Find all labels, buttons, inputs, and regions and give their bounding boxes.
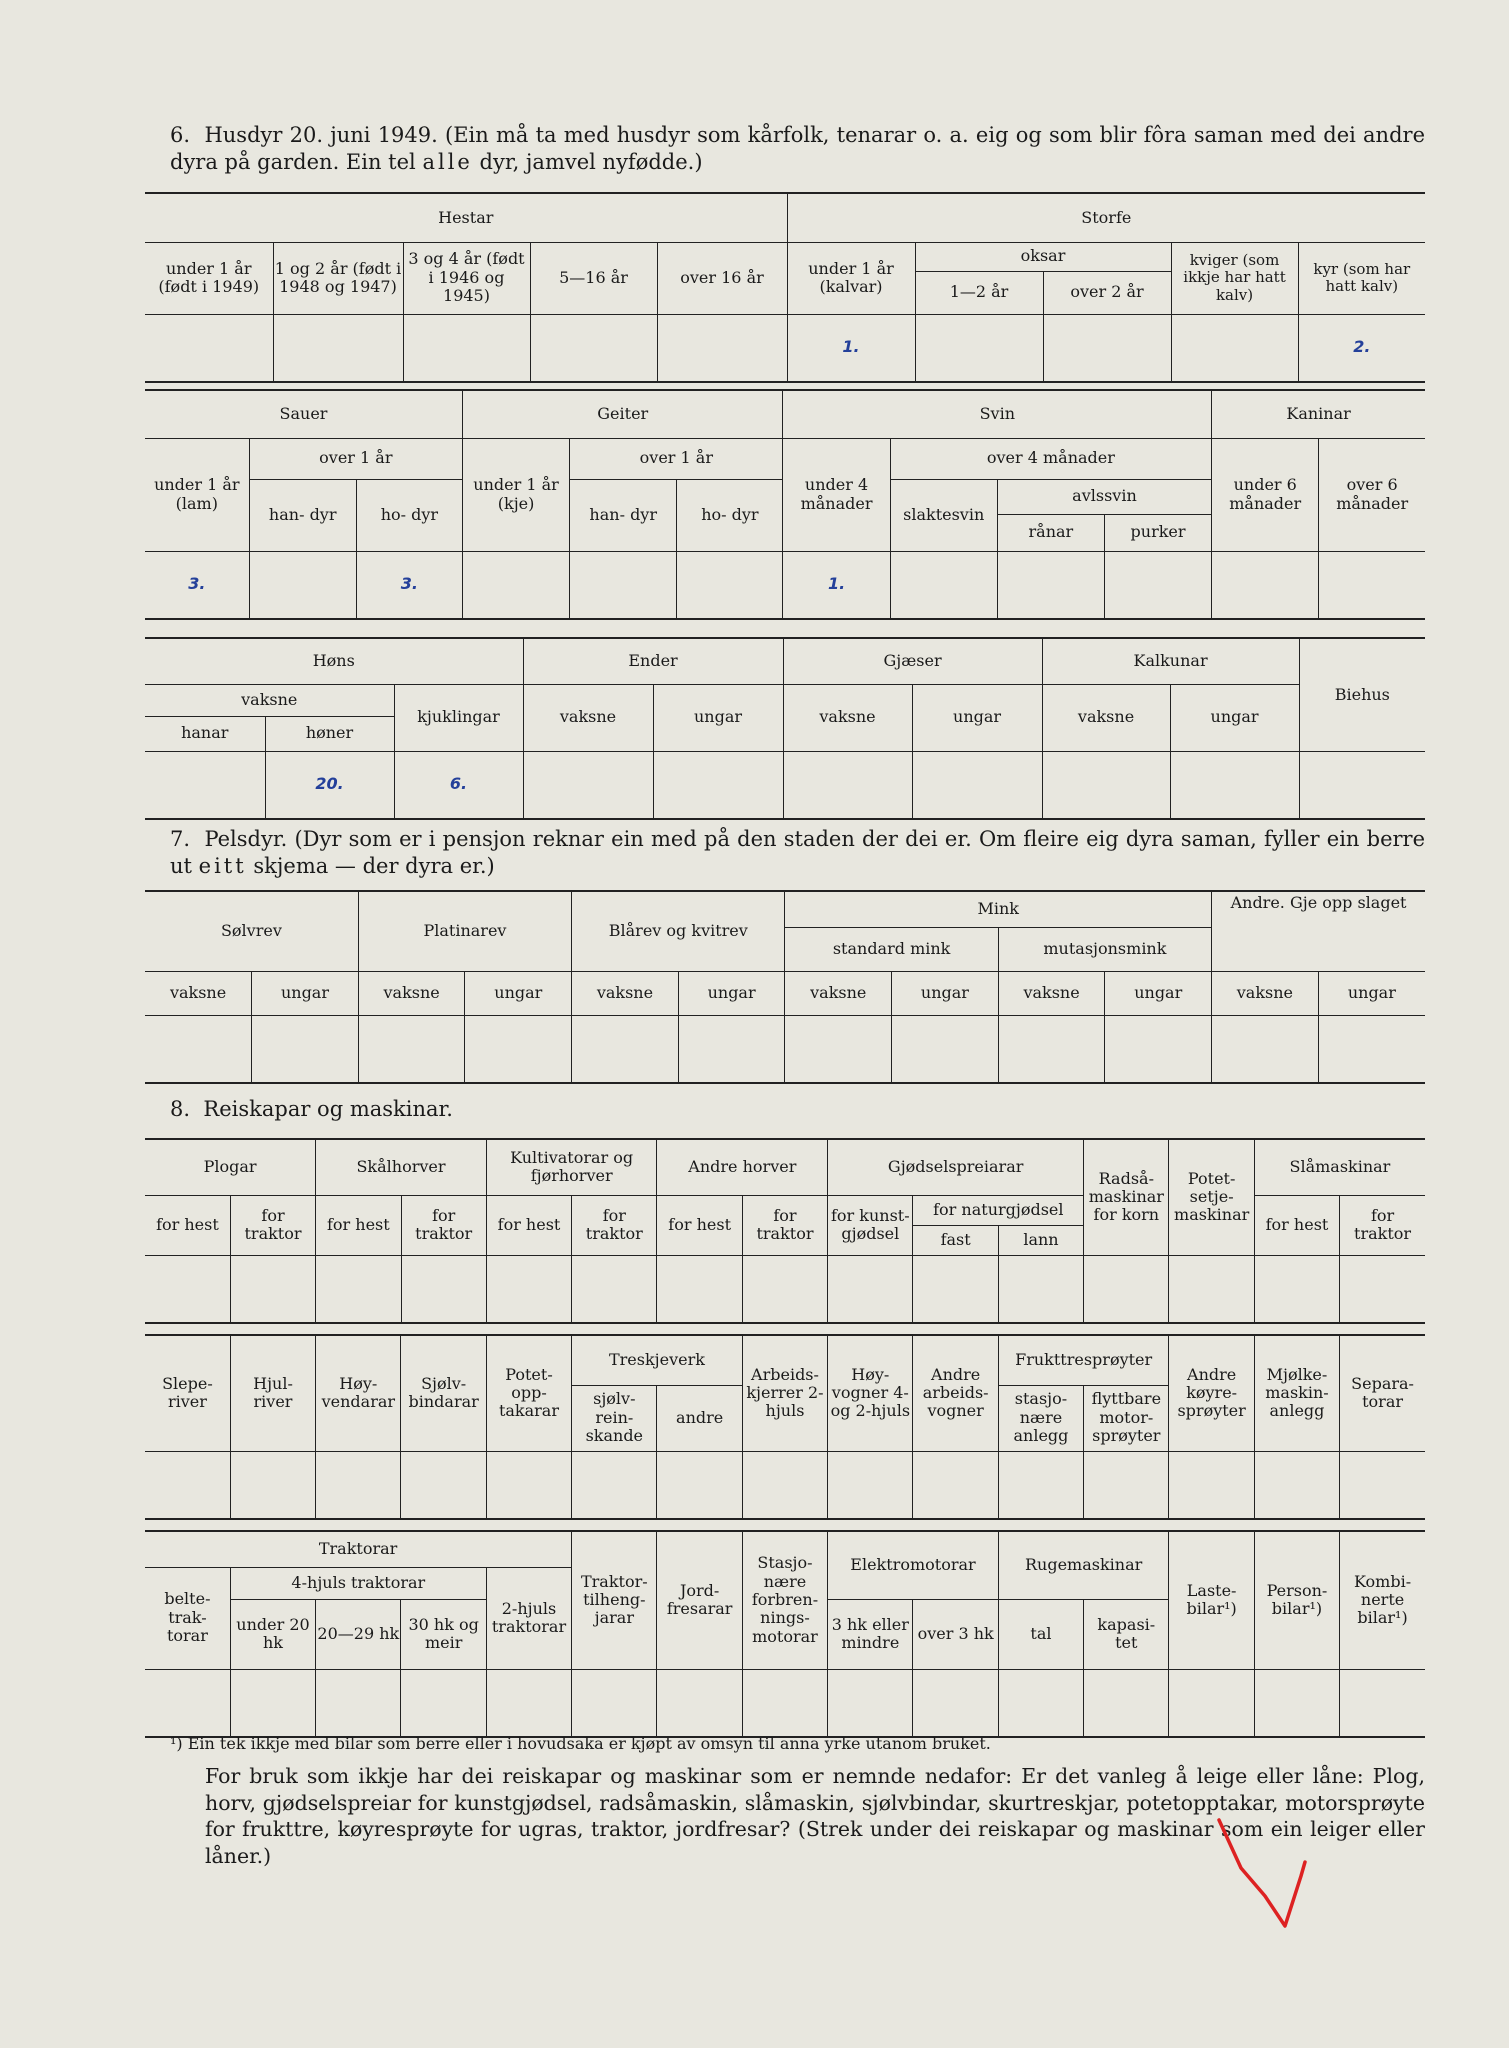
header-slaktesvin: slaktesvin	[890, 479, 997, 551]
cell-reiskap[interactable]	[1169, 1255, 1254, 1323]
header-radsamaskinar: Radså- maskinar for korn	[1084, 1139, 1169, 1255]
cell-reiskap[interactable]	[572, 1451, 657, 1519]
section-7-spaced-word: eitt	[198, 854, 247, 879]
cell-kalvar[interactable]: 1.	[787, 314, 915, 382]
header-lann: lann	[998, 1225, 1083, 1255]
section-6-text: Husdyr 20. juni 1949. (Ein må ta med husdyr som kårfolk, tenarar o. a. eig og som blir fôra saman med dei andre dyra på garden. Ein tel	[170, 123, 1425, 175]
table-reiskapar-1	[145, 1138, 1425, 1324]
header-slamaskinar: Slåmaskinar	[1254, 1139, 1425, 1195]
cell-kanin-under6[interactable]	[1212, 551, 1319, 619]
header-mink: Mink	[785, 891, 1212, 927]
cell-reiskap[interactable]	[828, 1451, 913, 1519]
section-number: 7.	[170, 827, 191, 851]
header-naturgjodsel: for naturgjødsel	[913, 1195, 1084, 1225]
cell-reiskap[interactable]	[401, 1255, 486, 1323]
header-kultivatorar: Kultivatorar og fjørhorver	[486, 1139, 657, 1195]
header-kultivator-traktor: for traktor	[572, 1195, 657, 1255]
header-sjolvbindarar: Sjølv- bindarar	[401, 1335, 486, 1451]
cell-honer[interactable]: 20.	[265, 751, 394, 819]
header-svin: Svin	[783, 390, 1212, 438]
header-traktor-under20: under 20 hk	[230, 1599, 315, 1669]
header-hjulriver: Hjul- river	[230, 1335, 315, 1451]
section-6-text-end: dyr, jamvel nyfødde.)	[479, 150, 703, 175]
cell-reiskap[interactable]	[998, 1451, 1083, 1519]
header-geit-over1: over 1 år	[570, 438, 783, 479]
header-sleperiver: Slepe- river	[145, 1335, 230, 1451]
section-8-heading	[170, 1096, 1425, 1123]
header-blarev-vaksne: vaksne	[572, 971, 679, 1015]
cell-gjaeser-ungar[interactable]	[912, 751, 1042, 819]
header-hoyvendarar: Høy- vendarar	[316, 1335, 401, 1451]
header-separatorar: Separa- torar	[1340, 1335, 1425, 1451]
cell-pelsdyr[interactable]	[678, 1015, 785, 1083]
cell-traktor[interactable]	[1340, 1669, 1425, 1737]
header-blarev-ungar: ungar	[678, 971, 785, 1015]
section-7-text: Pelsdyr. (Dyr som er i pensjon reknar ein med på den staden der dei er. Om fleire eig dyra saman, fyller ein berre ut	[170, 827, 1425, 879]
header-solvrev: Sølvrev	[145, 891, 358, 971]
cell-pelsdyr[interactable]	[1212, 1015, 1319, 1083]
closing-paragraph: For bruk som ikkje har dei reiskapar og maskinar som er nemnde nedafor: Er det vanleg å leige eller låne: Plog, horv, gjødselspreiar for kunstgjødsel, radsåmaskin, slåmaskin, sjølvbindar, skurtreskjar, potetopptakar, motorsprøyte for frukttre, køyresprøyte for ugras, traktor, jordfresar? (Strek under dei reiskapar og maskinar som ein leiger eller låner.)	[205, 1764, 1425, 1868]
header-kunstgjodsel: for kunst- gjødsel	[828, 1195, 913, 1255]
header-plogar: Plogar	[145, 1139, 316, 1195]
header-gjodselspreiarar: Gjødselspreiarar	[828, 1139, 1084, 1195]
cell-traktor[interactable]	[316, 1669, 401, 1737]
header-solvrev-vaksne: vaksne	[145, 971, 252, 1015]
cell-sau-hodyr[interactable]: 3.	[356, 551, 462, 619]
cell-pelsdyr[interactable]	[998, 1015, 1105, 1083]
cell-pelsdyr[interactable]	[145, 1015, 252, 1083]
header-treskjeverk-andre: andre	[657, 1385, 742, 1451]
cell-reiskap[interactable]	[998, 1255, 1083, 1323]
header-geiter: Geiter	[462, 390, 782, 438]
cell-reiskap[interactable]	[145, 1255, 230, 1323]
header-kanin-under6: under 6 månader	[1212, 438, 1319, 551]
cell-kje[interactable]	[462, 551, 569, 619]
header-kaninar: Kaninar	[1212, 390, 1425, 438]
cell-traktor[interactable]	[828, 1669, 913, 1737]
cell-reiskap[interactable]	[316, 1451, 401, 1519]
header-gjaeser: Gjæser	[783, 638, 1042, 684]
cell-geit-handyr[interactable]	[570, 551, 677, 619]
cell-reiskap[interactable]	[742, 1451, 827, 1519]
header-platinarev: Platinarev	[358, 891, 571, 971]
header-slamaskin-traktor: for traktor	[1340, 1195, 1425, 1255]
cell-pelsdyr[interactable]	[785, 1015, 892, 1083]
cell-svin-under4[interactable]: 1.	[783, 551, 890, 619]
cell-traktor[interactable]	[1169, 1669, 1254, 1737]
table-fjorfe	[145, 637, 1425, 820]
header-hest-3og4: 3 og 4 år (født i 1946 og 1945)	[403, 242, 530, 314]
header-honer: høner	[265, 716, 394, 751]
header-elektro-3hk: 3 hk eller mindre	[828, 1599, 913, 1669]
cell-reiskap[interactable]	[1084, 1255, 1169, 1323]
header-hanar: hanar	[145, 716, 265, 751]
header-traktor-30: 30 hk og meir	[401, 1599, 486, 1669]
cell-traktor[interactable]	[145, 1669, 230, 1737]
cell-pelsdyr[interactable]	[1105, 1015, 1212, 1083]
header-hestar: Hestar	[145, 193, 787, 242]
cell-reiskap[interactable]	[1340, 1255, 1425, 1323]
header-beltetraktorar: belte- trak- torar	[145, 1567, 230, 1669]
header-ruge-tal: tal	[998, 1599, 1083, 1669]
cell-reiskap[interactable]	[1084, 1451, 1169, 1519]
cell-reiskap[interactable]	[145, 1451, 230, 1519]
header-treskjeverk: Treskjeverk	[572, 1335, 743, 1385]
header-andrehorv-hest: for hest	[657, 1195, 742, 1255]
header-personbilar: Person- bilar¹)	[1254, 1531, 1339, 1669]
section-number: 6.	[170, 123, 191, 147]
header-kalkunar-ungar: ungar	[1170, 684, 1299, 751]
section-7-heading	[170, 826, 1425, 881]
header-mutasjon-ungar: ungar	[1105, 971, 1212, 1015]
cell-ranar[interactable]	[997, 551, 1104, 619]
header-gjaeser-ungar: ungar	[912, 684, 1042, 751]
cell-reiskap[interactable]	[1254, 1451, 1339, 1519]
header-mutasjon-vaksne: vaksne	[998, 971, 1105, 1015]
cell-reiskap[interactable]	[828, 1255, 913, 1323]
header-stasjonaere-anlegg: stasjo- nære anlegg	[998, 1385, 1083, 1451]
header-plog-hest: for hest	[145, 1195, 230, 1255]
table-pelsdyr	[145, 890, 1425, 1084]
header-traktorar: Traktorar	[145, 1531, 572, 1567]
header-traktor-20-29: 20—29 hk	[316, 1599, 401, 1669]
header-potetsetjemaskinar: Potet- setje- maskinar	[1169, 1139, 1254, 1255]
header-geit-hodyr: ho- dyr	[677, 479, 783, 551]
table-smafe	[145, 389, 1425, 620]
header-avlssvin: avlssvin	[997, 479, 1211, 514]
cell-hest-under1[interactable]	[145, 314, 273, 382]
header-andre-pelsdyr: Andre. Gje opp slaget	[1212, 891, 1425, 971]
cell-oksar-1-2[interactable]	[915, 314, 1043, 382]
cell-gjaeser-vaksne[interactable]	[783, 751, 912, 819]
header-frukttresproyter: Frukttresprøyter	[998, 1335, 1169, 1385]
cell-reiskap[interactable]	[230, 1255, 315, 1323]
cell-purker[interactable]	[1104, 551, 1211, 619]
cell-reiskap[interactable]	[1254, 1255, 1339, 1323]
cell-reiskap[interactable]	[742, 1255, 827, 1323]
cell-sau-handyr[interactable]	[249, 551, 356, 619]
cell-pelsdyr[interactable]	[252, 1015, 359, 1083]
header-sjolvreinskande: sjølv- rein- skande	[572, 1385, 657, 1451]
cell-reiskap[interactable]	[486, 1255, 571, 1323]
header-2hjuls-traktorar: 2-hjuls traktorar	[486, 1567, 571, 1669]
cell-lam[interactable]: 3.	[145, 551, 249, 619]
header-skalhorv-hest: for hest	[316, 1195, 401, 1255]
cell-kviger[interactable]	[1171, 314, 1298, 382]
cell-kanin-over6[interactable]	[1319, 551, 1425, 619]
cell-pelsdyr[interactable]	[1318, 1015, 1425, 1083]
cell-traktor[interactable]	[486, 1669, 571, 1737]
cell-reiskap[interactable]	[1340, 1451, 1425, 1519]
cell-hanar[interactable]	[145, 751, 265, 819]
cell-reiskap[interactable]	[316, 1255, 401, 1323]
cell-reiskap[interactable]	[401, 1451, 486, 1519]
header-standard-mink: standard mink	[785, 927, 998, 971]
header-elektromotorar: Elektromotorar	[828, 1531, 999, 1599]
header-kyr: kyr (som har hatt kalv)	[1298, 242, 1425, 314]
header-solvrev-ungar: ungar	[252, 971, 359, 1015]
cell-oksar-over2[interactable]	[1043, 314, 1171, 382]
cell-reiskap[interactable]	[572, 1255, 657, 1323]
cell-kjuklingar[interactable]: 6.	[394, 751, 523, 819]
header-lastebilar: Laste- bilar¹)	[1169, 1531, 1254, 1669]
header-andre-vaksne: vaksne	[1212, 971, 1319, 1015]
header-ranar: rånar	[997, 514, 1104, 551]
header-sau-over1: over 1 år	[249, 438, 462, 479]
cell-slaktesvin[interactable]	[890, 551, 997, 619]
cell-geit-hodyr[interactable]	[677, 551, 783, 619]
cell-traktor[interactable]	[998, 1669, 1083, 1737]
header-slamaskin-hest: for hest	[1254, 1195, 1339, 1255]
cell-reiskap[interactable]	[1169, 1451, 1254, 1519]
table-hestar-storfe	[145, 192, 1425, 383]
header-svin-under4: under 4 månader	[783, 438, 890, 551]
cell-ender-vaksne[interactable]	[523, 751, 653, 819]
cell-kalkunar-vaksne[interactable]	[1042, 751, 1170, 819]
header-skalhorver: Skålhorver	[316, 1139, 487, 1195]
header-blarev: Blårev og kvitrev	[572, 891, 785, 971]
header-koyresproyter: Andre køyre- sprøyter	[1169, 1335, 1254, 1451]
header-hons-vaksne: vaksne	[145, 684, 394, 716]
header-storfe: Storfe	[787, 193, 1425, 242]
cell-reiskap[interactable]	[486, 1451, 571, 1519]
header-forbrenningsmotorar: Stasjo- nære forbren- nings- motorar	[742, 1531, 827, 1669]
header-traktortilhengjarar: Traktor- tilheng- jarar	[572, 1531, 657, 1669]
header-mutasjonsmink: mutasjonsmink	[998, 927, 1211, 971]
header-kjuklingar: kjuklingar	[394, 684, 523, 751]
header-ender-vaksne: vaksne	[523, 684, 653, 751]
header-kultivator-hest: for hest	[486, 1195, 571, 1255]
header-oksar-over2: over 2 år	[1043, 271, 1171, 314]
cell-kyr[interactable]: 2.	[1298, 314, 1425, 382]
cell-ender-ungar[interactable]	[653, 751, 783, 819]
section-number: 8.	[170, 1097, 191, 1121]
header-andrehorv-traktor: for traktor	[742, 1195, 827, 1255]
header-sau-hodyr: ho- dyr	[356, 479, 462, 551]
header-arbeidskjerrer: Arbeids- kjerrer 2-hjuls	[742, 1335, 827, 1451]
header-arbeidsvogner: Andre arbeids- vogner	[913, 1335, 998, 1451]
header-kalkunar: Kalkunar	[1042, 638, 1299, 684]
header-andre-ungar: ungar	[1318, 971, 1425, 1015]
header-andre-horver: Andre horver	[657, 1139, 828, 1195]
header-ender: Ender	[523, 638, 783, 684]
cell-pelsdyr[interactable]	[358, 1015, 465, 1083]
header-skalhorv-traktor: for traktor	[401, 1195, 486, 1255]
header-elektro-over3: over 3 hk	[913, 1599, 998, 1669]
header-platinarev-vaksne: vaksne	[358, 971, 465, 1015]
cell-hest-3og4[interactable]	[403, 314, 530, 382]
table-traktorar	[145, 1530, 1425, 1738]
cell-reiskap[interactable]	[657, 1451, 742, 1519]
header-kombinerte-bilar: Kombi- nerte bilar¹)	[1340, 1531, 1425, 1669]
header-fast: fast	[913, 1225, 998, 1255]
header-hest-under1: under 1 år (født i 1949)	[145, 242, 273, 314]
cell-traktor[interactable]	[572, 1669, 657, 1737]
header-flyttbare-sproyter: flyttbare motor- sprøyter	[1084, 1385, 1169, 1451]
header-kviger: kviger (som ikkje har hatt kalv)	[1171, 242, 1298, 314]
header-hons: Høns	[145, 638, 523, 684]
footnote: ¹) Ein tek ikkje med bilar som berre eller i hovudsaka er kjøpt av omsyn til anna yrke utanom bruket.	[170, 1734, 991, 1753]
header-kanin-over6: over 6 månader	[1319, 438, 1425, 551]
red-pen-mark	[1205, 1808, 1325, 1938]
header-kje: under 1 år (kje)	[462, 438, 569, 551]
header-purker: purker	[1104, 514, 1211, 551]
cell-reiskap[interactable]	[657, 1255, 742, 1323]
section-6-spaced-word: alle	[422, 150, 473, 175]
header-oksar: oksar	[915, 242, 1171, 271]
cell-reiskap[interactable]	[230, 1451, 315, 1519]
header-hest-1og2: 1 og 2 år (født i 1948 og 1947)	[273, 242, 403, 314]
header-ruge-kapasitet: kapasi- tet	[1084, 1599, 1169, 1669]
header-hest-5-16: 5—16 år	[530, 242, 657, 314]
header-4hjuls-traktorar: 4-hjuls traktorar	[230, 1567, 486, 1599]
header-plog-traktor: for traktor	[230, 1195, 315, 1255]
header-sau-handyr: han- dyr	[249, 479, 356, 551]
cell-hest-5-16[interactable]	[530, 314, 657, 382]
header-jordfresarar: Jord- fresarar	[657, 1531, 742, 1669]
header-geit-handyr: han- dyr	[570, 479, 677, 551]
cell-traktor[interactable]	[657, 1669, 742, 1737]
cell-hest-over16[interactable]	[657, 314, 787, 382]
section-7-text-end: skjema — der dyra er.)	[253, 854, 495, 879]
header-platinarev-ungar: ungar	[465, 971, 572, 1015]
header-ender-ungar: ungar	[653, 684, 783, 751]
header-hoyvogner: Høy- vogner 4- og 2-hjuls	[828, 1335, 913, 1451]
header-standard-vaksne: vaksne	[785, 971, 892, 1015]
header-svin-over4: over 4 månader	[890, 438, 1212, 479]
cell-traktor[interactable]	[742, 1669, 827, 1737]
header-mjolkemaskinanlegg: Mjølke- maskin- anlegg	[1254, 1335, 1339, 1451]
header-kalkunar-vaksne: vaksne	[1042, 684, 1170, 751]
header-standard-ungar: ungar	[892, 971, 999, 1015]
cell-pelsdyr[interactable]	[572, 1015, 679, 1083]
header-rugemaskinar: Rugemaskinar	[998, 1531, 1169, 1599]
header-sauer: Sauer	[145, 390, 462, 438]
cell-biehus[interactable]	[1299, 751, 1425, 819]
cell-traktor[interactable]	[401, 1669, 486, 1737]
header-hest-over16: over 16 år	[657, 242, 787, 314]
cell-traktor[interactable]	[230, 1669, 315, 1737]
cell-traktor[interactable]	[913, 1669, 998, 1737]
header-gjaeser-vaksne: vaksne	[783, 684, 912, 751]
cell-hest-1og2[interactable]	[273, 314, 403, 382]
header-potetopptakarar: Potet- opp- takarar	[486, 1335, 571, 1451]
header-oksar-1-2: 1—2 år	[915, 271, 1043, 314]
header-biehus: Biehus	[1299, 638, 1425, 751]
cell-pelsdyr[interactable]	[892, 1015, 999, 1083]
cell-kalkunar-ungar[interactable]	[1170, 751, 1299, 819]
section-6-heading	[170, 122, 1425, 177]
cell-traktor[interactable]	[1084, 1669, 1169, 1737]
cell-reiskap[interactable]	[913, 1255, 998, 1323]
table-reiskapar-2	[145, 1334, 1425, 1520]
header-lam: under 1 år (lam)	[145, 438, 249, 551]
cell-pelsdyr[interactable]	[465, 1015, 572, 1083]
section-8-text: Reiskapar og maskinar.	[203, 1097, 453, 1121]
cell-reiskap[interactable]	[913, 1451, 998, 1519]
header-kalvar: under 1 år (kalvar)	[787, 242, 915, 314]
cell-traktor[interactable]	[1254, 1669, 1339, 1737]
